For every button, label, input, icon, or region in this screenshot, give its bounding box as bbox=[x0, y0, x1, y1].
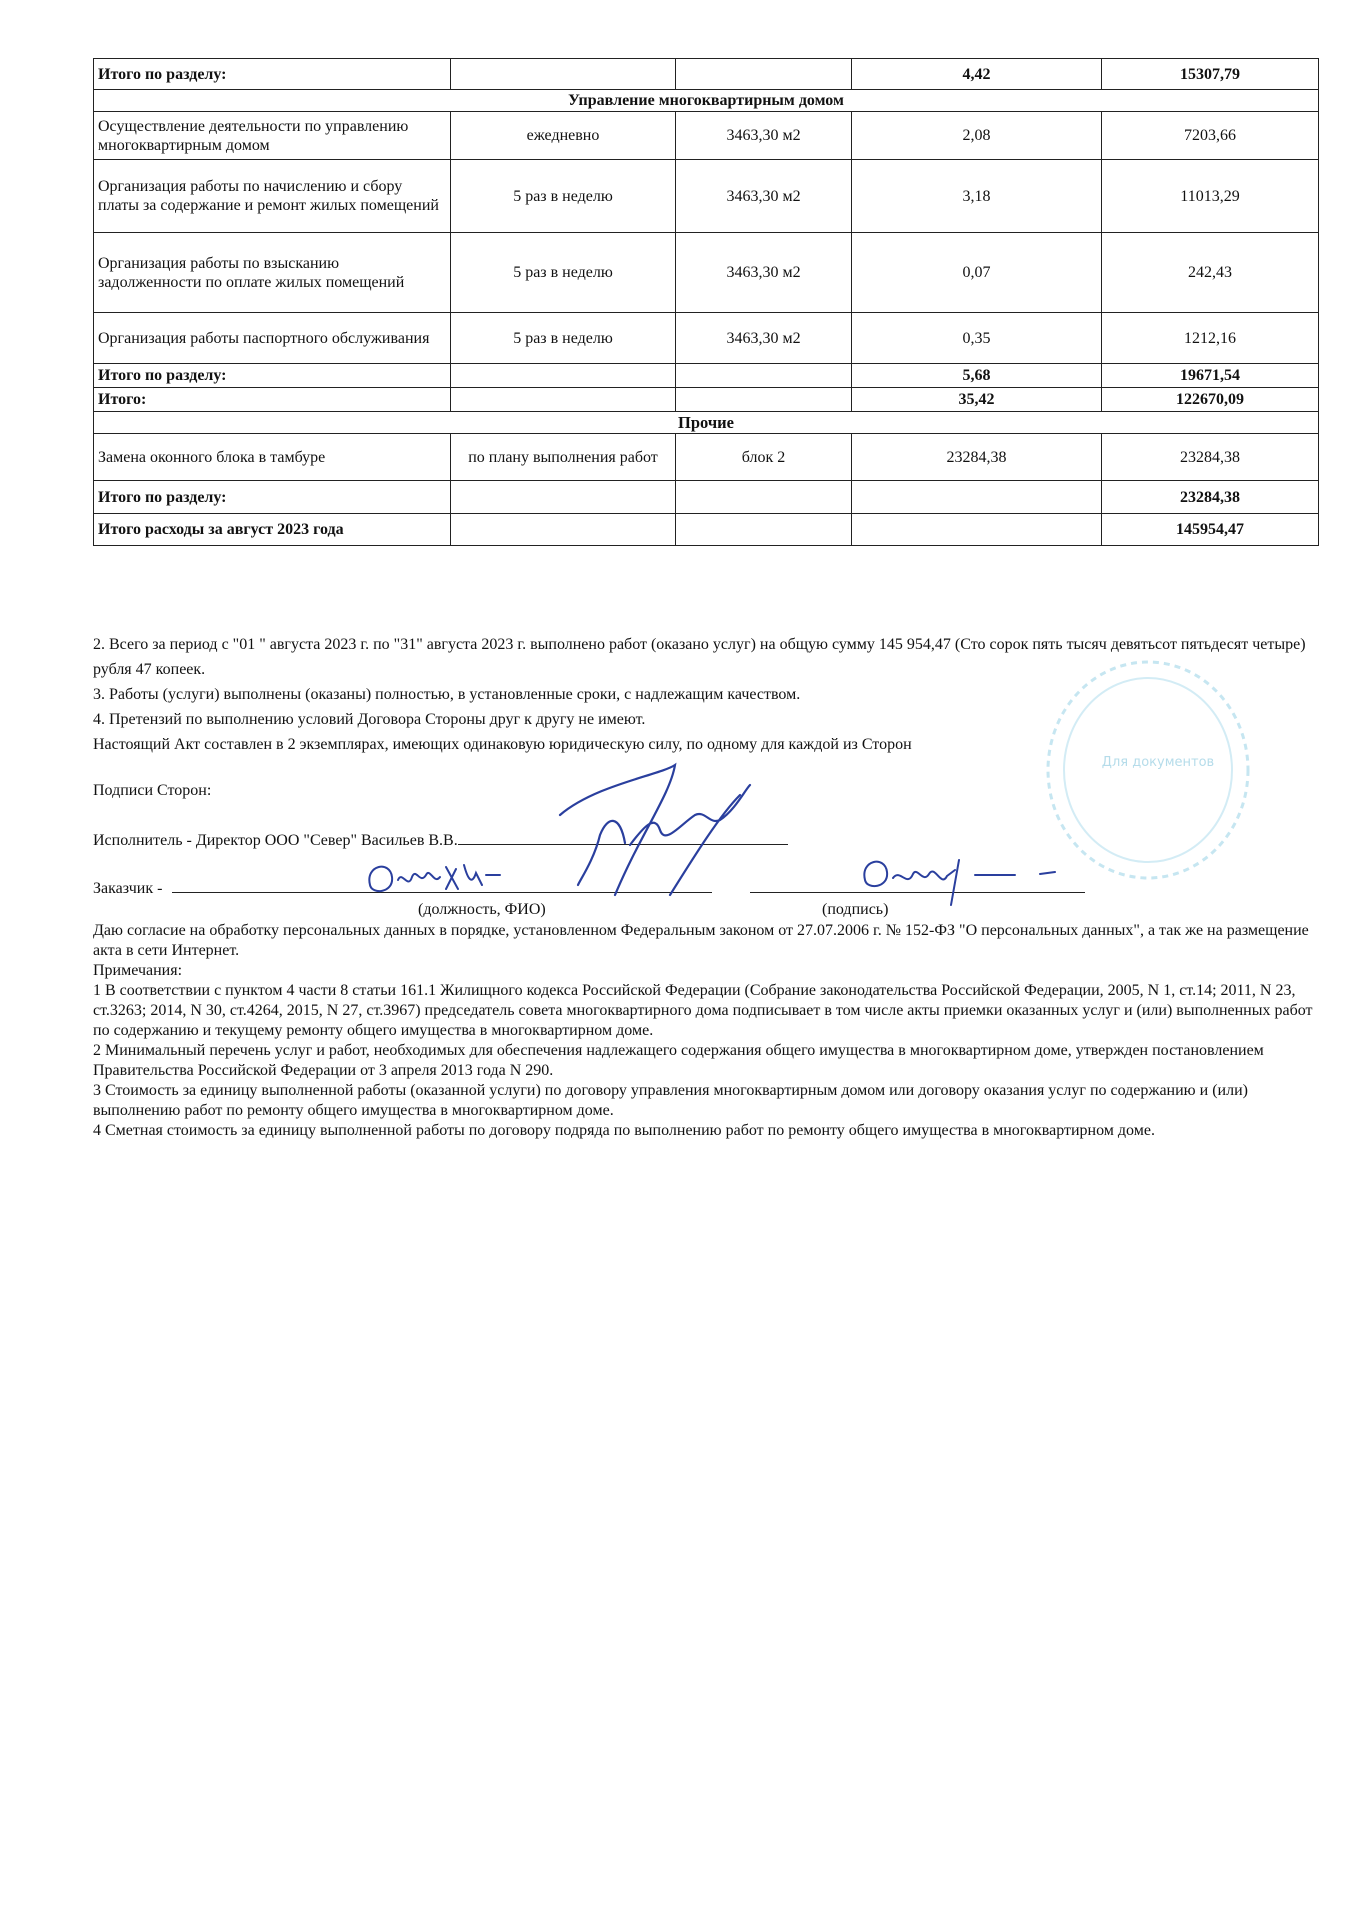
signatures-heading: Подписи Сторон: bbox=[93, 782, 212, 799]
row-sum: 7203,66 bbox=[1102, 112, 1319, 160]
customer-label: Заказчик - bbox=[93, 880, 163, 897]
note-item: 3 Стоимость за единицу выполненной работы (оказанной услуги) по договору управления многоквартирным домом или договору оказания услуг по содержанию и (или) выполнению работ по ремонту общего имущества в многоквартирном доме. bbox=[93, 1082, 1248, 1119]
row-rate: 2,08 bbox=[852, 112, 1102, 160]
row-unit: 3463,30 м2 bbox=[676, 233, 852, 313]
row-sum: 19671,54 bbox=[1102, 364, 1319, 388]
consent-text: Даю согласие на обработку персональных данных в порядке, установленном Федеральным законом от 27.07.2006 г. № 152-ФЗ "О персональных данных", а так же на размещение акта в сети Интернет. bbox=[93, 922, 1309, 959]
row-rate: 4,42 bbox=[852, 59, 1102, 90]
row-sum: 11013,29 bbox=[1102, 160, 1319, 233]
note-item: 2 Минимальный перечень услуг и работ, необходимых для обеспечения надлежащего содержания общего имущества в многоквартирном доме, утвержден постановлением Правительства Российской Федерации от 3 апреля 2013 года N 290. bbox=[93, 1042, 1264, 1079]
table-row bbox=[94, 481, 1319, 514]
row-frequency bbox=[451, 364, 676, 388]
row-frequency bbox=[451, 514, 676, 546]
row-frequency: 5 раз в неделю bbox=[451, 160, 676, 233]
services-table bbox=[93, 58, 1319, 546]
row-name: Замена оконного блока в тамбуре bbox=[94, 434, 451, 481]
position-caption: (должность, ФИО) bbox=[418, 901, 546, 918]
row-frequency bbox=[451, 59, 676, 90]
row-frequency bbox=[451, 481, 676, 514]
table-row bbox=[94, 514, 1319, 546]
note-item: 1 В соответствии с пунктом 4 части 8 статьи 161.1 Жилищного кодекса Российской Федерации (Собрание законодательства Российской Федерации, 2005, N 1, ст.14; 2011, N 23, ст.3263; 2014, N 30, ст.4264, 2015, N 27, ст.3967) председатель совета многоквартирного дома подписывает в том числе акты приемки оказанных услуг и (или) выполненных работ по содержанию и текущему ремонту общего имущества в многоквартирном доме. bbox=[93, 982, 1313, 1039]
table-row bbox=[94, 112, 1319, 160]
customer-signature bbox=[855, 850, 1075, 910]
consent-and-notes bbox=[93, 921, 1318, 1141]
notes-heading: Примечания: bbox=[93, 962, 183, 979]
executor-signature bbox=[520, 755, 790, 900]
customer-position-handwriting bbox=[360, 855, 530, 905]
row-rate: 0,07 bbox=[852, 233, 1102, 313]
row-name: Итого по разделу: bbox=[94, 59, 451, 90]
row-name: Итого по разделу: bbox=[94, 364, 451, 388]
signature-caption: (подпись) bbox=[822, 901, 889, 918]
stamp-text: Для документов bbox=[1101, 755, 1215, 770]
row-frequency bbox=[451, 388, 676, 412]
row-unit bbox=[676, 481, 852, 514]
row-unit bbox=[676, 388, 852, 412]
row-name: Организация работы паспортного обслуживания bbox=[94, 313, 451, 364]
row-sum: 23284,38 bbox=[1102, 481, 1319, 514]
row-sum: 15307,79 bbox=[1102, 59, 1319, 90]
row-unit bbox=[676, 364, 852, 388]
executor-label: Исполнитель - Директор ООО "Север" Васильев В.В. bbox=[93, 832, 458, 849]
table-row bbox=[94, 160, 1319, 233]
section-title: Прочие bbox=[94, 412, 1319, 434]
row-unit bbox=[676, 514, 852, 546]
table-row bbox=[94, 388, 1319, 412]
row-sum: 122670,09 bbox=[1102, 388, 1319, 412]
row-rate bbox=[852, 514, 1102, 546]
row-name: Итого по разделу: bbox=[94, 481, 451, 514]
row-sum: 1212,16 bbox=[1102, 313, 1319, 364]
row-unit: 3463,30 м2 bbox=[676, 313, 852, 364]
clause-copies: Настоящий Акт составлен в 2 экземплярах, имеющих одинаковую юридическую силу, по одному для каждой из Сторон bbox=[93, 736, 912, 753]
row-rate: 5,68 bbox=[852, 364, 1102, 388]
row-rate: 0,35 bbox=[852, 313, 1102, 364]
note-item: 4 Сметная стоимость за единицу выполненной работы по договору подряда по выполнению работ по ремонту общего имущества в многоквартирном доме. bbox=[93, 1122, 1155, 1139]
row-rate: 3,18 bbox=[852, 160, 1102, 233]
table-row bbox=[94, 364, 1319, 388]
row-frequency: ежедневно bbox=[451, 112, 676, 160]
row-frequency: 5 раз в неделю bbox=[451, 233, 676, 313]
clause-claims: 4. Претензий по выполнению условий Договора Стороны друг к другу не имеют. bbox=[93, 711, 646, 728]
row-sum: 145954,47 bbox=[1102, 514, 1319, 546]
section-row bbox=[94, 412, 1319, 434]
row-unit bbox=[676, 59, 852, 90]
table-row bbox=[94, 313, 1319, 364]
section-title: Управление многоквартирным домом bbox=[94, 90, 1319, 112]
row-rate bbox=[852, 481, 1102, 514]
row-sum: 242,43 bbox=[1102, 233, 1319, 313]
row-name: Осуществление деятельности по управлению многоквартирным домом bbox=[94, 112, 451, 160]
row-frequency: по плану выполнения работ bbox=[451, 434, 676, 481]
clause-quality: 3. Работы (услуги) выполнены (оказаны) полностью, в установленные сроки, с надлежащим качеством. bbox=[93, 686, 801, 703]
table-row bbox=[94, 434, 1319, 481]
row-sum: 23284,38 bbox=[1102, 434, 1319, 481]
row-rate: 35,42 bbox=[852, 388, 1102, 412]
row-unit: блок 2 bbox=[676, 434, 852, 481]
table-row bbox=[94, 233, 1319, 313]
clause-total: 2. Всего за период с "01 " августа 2023 г. по "31" августа 2023 г. выполнено работ (оказано услуг) на общую сумму 145 954,47 (Сто сорок пять тысяч девятьсот пятьдесят четыре) рубля 47 копеек. bbox=[93, 636, 1306, 678]
row-frequency: 5 раз в неделю bbox=[451, 313, 676, 364]
table-row bbox=[94, 59, 1319, 90]
row-unit: 3463,30 м2 bbox=[676, 112, 852, 160]
row-unit: 3463,30 м2 bbox=[676, 160, 852, 233]
row-name: Организация работы по взысканию задолженности по оплате жилых помещений bbox=[94, 233, 451, 313]
row-name: Итого расходы за август 2023 года bbox=[94, 514, 451, 546]
row-name: Организация работы по начислению и сбору платы за содержание и ремонт жилых помещений bbox=[94, 160, 451, 233]
section-row bbox=[94, 90, 1319, 112]
row-rate: 23284,38 bbox=[852, 434, 1102, 481]
row-name: Итого: bbox=[94, 388, 451, 412]
